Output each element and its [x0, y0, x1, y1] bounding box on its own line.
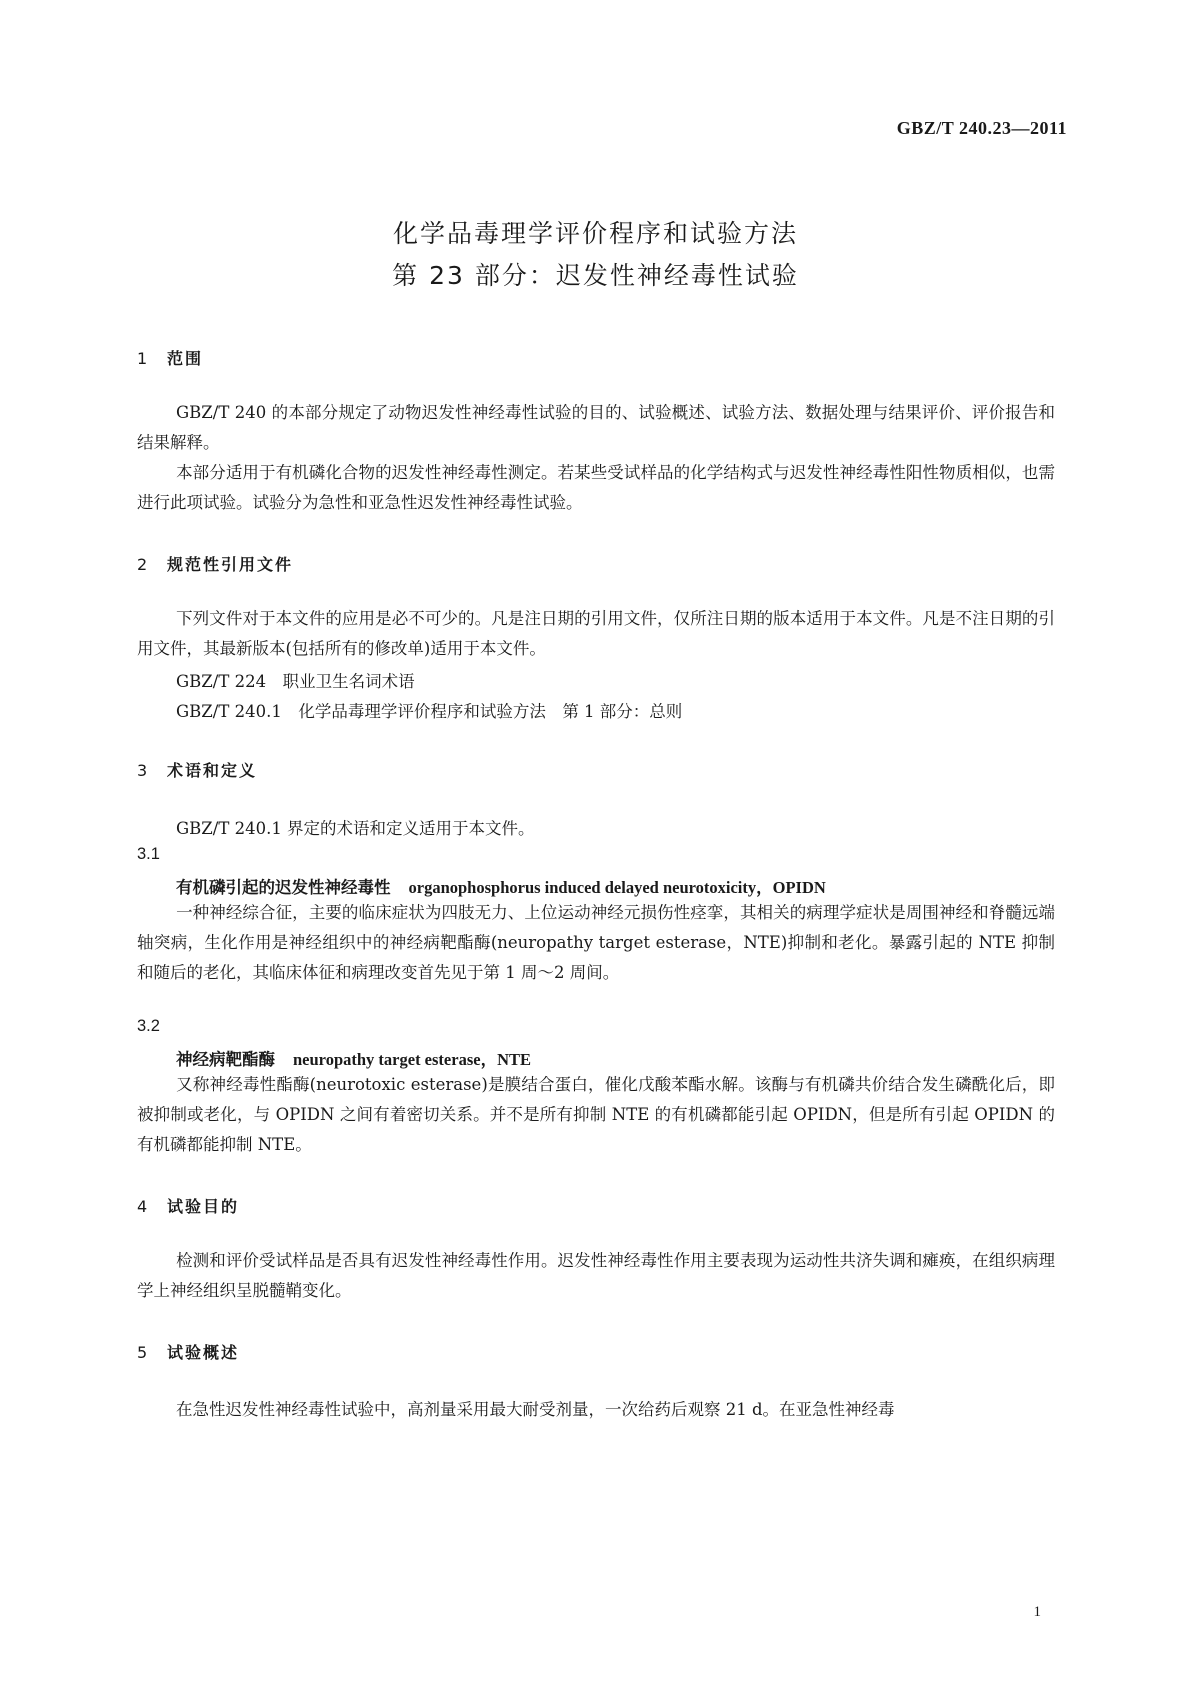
term-chinese: 有机磷引起的迟发性神经毒性: [176, 878, 391, 897]
section-title: 术语和定义: [167, 761, 258, 780]
clause-3-1-number: 3.1: [137, 845, 160, 863]
term-3-1-definition: [137, 898, 1055, 988]
definition-text: 又称神经毒性酯酶(neurotoxic esterase)是膜结合蛋白，催化戊酸苯酯水解。该酶与有机磷共价结合发生磷酰化后，即被抑制或老化，与 OPIDN 之间有着密切关系。并不是所有抑制 NTE 的有机磷都能引起 OPIDN，但是所有引起 OPIDN 的有机磷都能抑制 NTE。: [137, 1075, 1055, 1154]
section-title: 规范性引用文件: [167, 555, 294, 574]
section-2-heading: [137, 552, 293, 575]
section-title: 范围: [167, 349, 204, 368]
term-chinese: 神经病靶酯酶: [176, 1050, 275, 1069]
section-number: 2: [137, 555, 150, 574]
clause-3-2-number: 3.2: [137, 1017, 160, 1035]
term-3-2: [176, 1046, 531, 1070]
term-3-1: [176, 874, 826, 898]
section-title: 试验概述: [167, 1343, 240, 1362]
section-4-heading: [137, 1194, 239, 1217]
section-number: 1: [137, 349, 150, 368]
paragraph-text: 下列文件对于本文件的应用是必不可少的。凡是注日期的引用文件，仅所注日期的版本适用于本文件。凡是不注日期的引用文件，其最新版本(包括所有的修改单)适用于本文件。: [137, 609, 1055, 658]
paragraph-text: GBZ/T 240 的本部分规定了动物迟发性神经毒性试验的目的、试验概述、试验方法、数据处理与结果评价、评价报告和结果解释。: [137, 403, 1055, 452]
normative-reference-2: GBZ/T 240.1 化学品毒理学评价程序和试验方法 第 1 部分：总则: [176, 702, 683, 721]
definition-text: 一种神经综合征，主要的临床症状为四肢无力、上位运动神经元损伤性痉挛，其相关的病理学症状是周围神经和脊髓远端轴突病，生化作用是神经组织中的神经病靶酯酶(neuropathy target esterase，NTE)抑制和老化。暴露引起的 NTE 抑制和随后的老化，其临床体征和病理改变首先见于第 1 周～2 周间。: [137, 903, 1055, 982]
document-title-line2: 第 23 部分：迟发性神经毒性试验: [392, 261, 799, 290]
paragraph-text: 本部分适用于有机磷化合物的迟发性神经毒性测定。若某些受试样品的化学结构式与迟发性神经毒性阳性物质相似，也需进行此项试验。试验分为急性和亚急性迟发性神经毒性试验。: [137, 463, 1055, 512]
section-title: 试验目的: [167, 1197, 240, 1216]
section-1-paragraph-2: [137, 458, 1055, 518]
document-title-line1: 化学品毒理学评价程序和试验方法: [392, 219, 798, 248]
section-3-heading: [137, 758, 257, 781]
section-1-paragraph-1: [137, 398, 1055, 458]
section-2-paragraph-1: [137, 604, 1055, 664]
section-1-heading: [137, 346, 203, 369]
section-number: 5: [137, 1343, 150, 1362]
term-english: neuropathy target esterase，NTE: [293, 1050, 531, 1069]
standard-code: GBZ/T 240.23—2011: [896, 118, 1067, 138]
section-3-paragraph-1: GBZ/T 240.1 界定的术语和定义适用于本文件。: [176, 819, 535, 838]
section-number: 4: [137, 1197, 150, 1216]
normative-reference-1: GBZ/T 224 职业卫生名词术语: [176, 672, 415, 691]
section-5-heading: [137, 1340, 239, 1363]
section-5-paragraph-1: 在急性迟发性神经毒性试验中，高剂量采用最大耐受剂量，一次给药后观察 21 d。在亚急性神经毒: [176, 1400, 895, 1419]
paragraph-text: 检测和评价受试样品是否具有迟发性神经毒性作用。迟发性神经毒性作用主要表现为运动性共济失调和瘫痪，在组织病理学上神经组织呈脱髓鞘变化。: [137, 1251, 1055, 1300]
term-3-2-definition: [137, 1070, 1055, 1160]
page-number: 1: [1033, 1604, 1041, 1620]
term-english: organophosphorus induced delayed neurotoxicity，OPIDN: [408, 878, 826, 897]
section-number: 3: [137, 761, 150, 780]
section-4-paragraph-1: [137, 1246, 1055, 1306]
